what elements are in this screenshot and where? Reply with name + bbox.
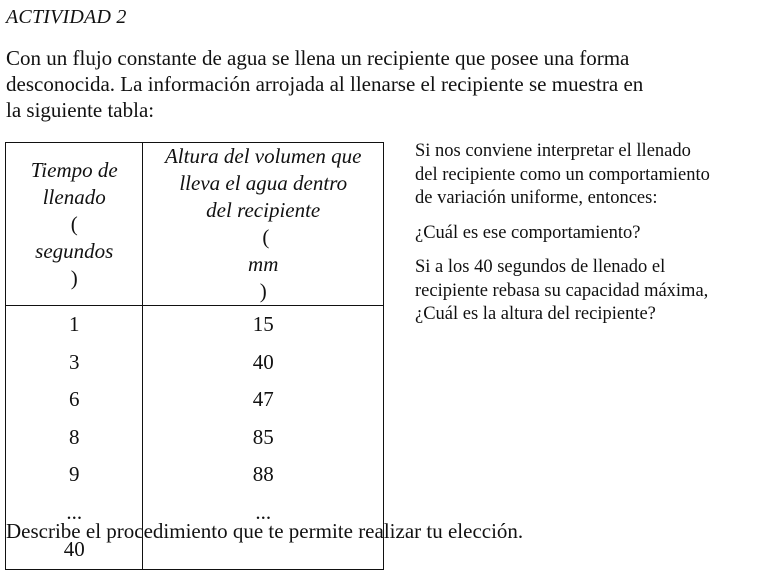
- text-line: Si a los 40 segundos de llenado el: [415, 257, 666, 277]
- header-height-text: del recipiente: [206, 198, 321, 222]
- time-cell: 6: [6, 381, 143, 419]
- time-cell: 9: [6, 456, 143, 494]
- intro-line: desconocida. La información arrojada al llenarse el recipiente se muestra en: [6, 72, 644, 96]
- header-time-line: llenado: [42, 184, 106, 209]
- time-cell: 40: [6, 531, 143, 569]
- intro-line: la siguiente tabla:: [6, 98, 155, 122]
- height-cell: 15: [143, 306, 384, 344]
- header-time-line: Tiempo de: [30, 157, 118, 182]
- text-line: ¿Cuál es la altura del recipiente?: [415, 304, 656, 324]
- header-height-line: lleva el agua dentro: [179, 171, 348, 195]
- header-time: [6, 143, 143, 306]
- activity-title: ACTIVIDAD 2: [6, 6, 127, 28]
- intro-paragraph: [6, 45, 736, 123]
- text-line: ¿Cuál es ese comportamiento?: [415, 222, 641, 243]
- height-cell: 47: [143, 381, 384, 419]
- table-row: [6, 306, 384, 344]
- table-header-row: [6, 143, 384, 306]
- text-line: Si nos conviene interpretar el llenado: [415, 141, 691, 161]
- header-time-line: [6, 211, 142, 292]
- text-line: recipiente rebasa su capacidad máxima,: [415, 280, 709, 301]
- time-cell: 1: [6, 306, 143, 344]
- height-cell: 85: [143, 419, 384, 457]
- questions-panel: [415, 140, 765, 327]
- intro-line: Con un flujo constante de agua se llena un recipiente que posee una forma: [6, 46, 630, 70]
- text-line: de variación uniforme, entonces:: [415, 188, 658, 208]
- table-row: [6, 419, 384, 457]
- data-table: [5, 142, 384, 570]
- table-row: [6, 381, 384, 419]
- question-behavior: [415, 222, 765, 246]
- question-height: [415, 256, 765, 327]
- height-cell: ...: [143, 494, 384, 532]
- header-height-line: Altura del volumen que: [164, 144, 362, 168]
- header-time-unit: segundos: [35, 238, 114, 263]
- height-cell: 40: [143, 344, 384, 382]
- paren-open: (: [257, 225, 270, 249]
- table-row: [6, 456, 384, 494]
- question-intro: [415, 140, 765, 211]
- header-height-unit: mm: [248, 252, 279, 276]
- footer-instruction: Describe el procedimiento que te permite realizar tu elección.: [6, 519, 524, 543]
- header-height: [143, 143, 384, 306]
- height-cell: 88: [143, 456, 384, 494]
- table-row: [6, 344, 384, 382]
- time-cell: 3: [6, 344, 143, 382]
- paren-close: ): [70, 265, 78, 290]
- text-line: del recipiente como un comportamiento: [415, 164, 710, 185]
- time-cell: ...: [6, 494, 143, 532]
- time-cell: 8: [6, 419, 143, 457]
- paren-open: (: [70, 211, 78, 236]
- paren-close: ): [259, 279, 267, 303]
- header-height-line: [143, 197, 383, 305]
